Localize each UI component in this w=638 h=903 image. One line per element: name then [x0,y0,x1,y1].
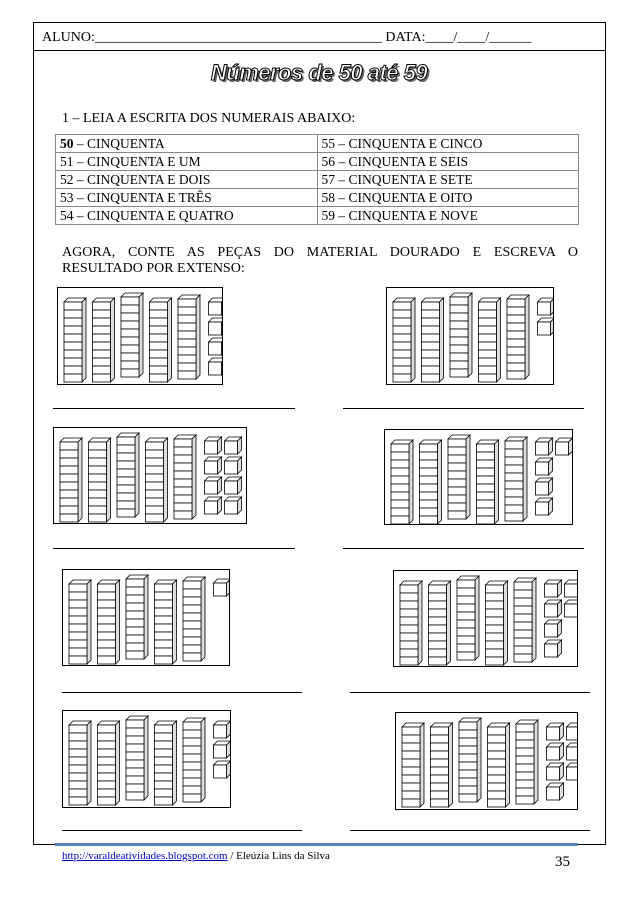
ten-rod [155,580,177,664]
ten-rod [155,721,177,805]
unit-cube [205,437,222,454]
ten-rod [488,723,510,807]
unit-cube [545,580,562,597]
ten-rod [98,580,120,664]
unit-cube [567,723,578,740]
unit-cube [536,438,553,455]
ten-rod [514,578,536,662]
data-field[interactable]: ____/____/______ [425,30,532,45]
numeral-cell: 51 – CINQUENTA E UM [56,153,318,171]
unit-cube [225,457,242,474]
answer-line[interactable] [343,548,584,549]
numeral-cell: 57 – CINQUENTA E SETE [317,171,579,189]
ten-rod [450,293,472,377]
material-dourado-box [57,287,223,385]
ten-rod [431,723,453,807]
aluno-field[interactable]: _________________________________________ [94,30,382,45]
page-title: Números de 50 até 59 [210,60,428,85]
data-label: DATA: [385,30,426,45]
numeral-cell: 50 – CINQUENTA [56,135,318,153]
ten-rod [457,576,479,660]
unit-cube [209,338,223,355]
ten-rod [422,298,444,382]
ten-rod [516,720,538,804]
material-dourado-box [53,427,247,524]
unit-cube [205,497,222,514]
ten-rod [60,438,82,522]
unit-cube [225,477,242,494]
unit-cube [214,579,230,596]
answer-line[interactable] [62,830,302,831]
unit-cube [209,298,223,315]
unit-cube [205,477,222,494]
ten-rod [178,295,200,379]
unit-cube [547,763,564,780]
unit-cube [536,478,553,495]
material-dourado-box [393,570,578,667]
table-row [56,135,579,153]
ten-rod [391,440,413,524]
unit-cube [536,498,553,515]
numeral-cell: 52 – CINQUENTA E DOIS [56,171,318,189]
answer-line[interactable] [53,548,295,549]
material-dourado-box [62,569,230,666]
unit-cube [205,457,222,474]
ten-rod [93,298,115,382]
ten-rod [429,581,451,665]
unit-cube [547,743,564,760]
unit-cube [545,640,562,657]
unit-cube [565,580,578,597]
unit-cube [547,723,564,740]
ten-rod [69,580,91,664]
table-row [56,189,579,207]
ten-rod [117,433,139,517]
answer-line[interactable] [350,830,590,831]
page-number: 35 [555,854,570,870]
material-dourado-box [384,429,573,525]
unit-cube [565,600,578,617]
numerals-table [55,134,579,225]
ten-rod [479,298,501,382]
numeral-cell: 56 – CINQUENTA E SEIS [317,153,579,171]
unit-cube [547,783,564,800]
ten-rod [126,716,148,800]
ten-rod [402,723,424,807]
numeral-cell: 54 – CINQUENTA E QUATRO [56,207,318,225]
table-row [56,153,579,171]
unit-cube [538,318,554,335]
ten-rod [98,721,120,805]
unit-cube [556,438,573,455]
unit-cube [545,600,562,617]
ten-rod [486,581,508,665]
unit-cube [545,620,562,637]
numeral-cell: 55 – CINQUENTA E CINCO [317,135,579,153]
unit-cube [214,741,231,758]
unit-cube [225,497,242,514]
material-dourado-box [386,287,554,385]
ten-rod [150,298,172,382]
ten-rod [505,437,527,521]
unit-cube [209,318,223,335]
footer-author: / Eleúzia Lins da Silva [227,850,330,862]
material-dourado-box [62,710,231,808]
ten-rod [183,718,205,802]
ten-rod [448,435,470,519]
numeral-cell: 53 – CINQUENTA E TRÊS [56,189,318,207]
table-row [56,171,579,189]
answer-line[interactable] [53,408,295,409]
material-dourado-box [395,712,578,810]
answer-line[interactable] [62,692,302,693]
unit-cube [536,458,553,475]
ten-rod [477,440,499,524]
footer-rule [55,843,578,846]
header [42,30,531,46]
ten-rod [393,298,415,382]
ten-rod [64,298,86,382]
ten-rod [400,581,422,665]
ten-rod [174,435,196,519]
exercise2-prompt-line1: AGORA, CONTE AS PEÇAS DO MATERIAL DOURADO E ESCREVA O [62,245,578,260]
unit-cube [225,437,242,454]
header-divider [33,50,605,51]
ten-rod [183,577,205,661]
ten-rod [146,438,168,522]
unit-cube [214,761,231,778]
ten-rod [121,293,143,377]
unit-cube [567,763,578,780]
footer-link[interactable]: http://varaldeatividades.blogspot.com [62,850,228,862]
aluno-label: ALUNO: [42,30,95,45]
ten-rod [507,295,529,379]
ten-rod [126,575,148,659]
ten-rod [89,438,111,522]
ten-rod [69,721,91,805]
footer-credit [62,850,330,862]
unit-cube [209,358,223,375]
unit-cube [214,721,231,738]
numeral-cell: 59 – CINQUENTA E NOVE [317,207,579,225]
numeral-cell: 58 – CINQUENTA E OITO [317,189,579,207]
exercise1-prompt: 1 – LEIA A ESCRITA DOS NUMERAIS ABAIXO: [62,111,356,126]
exercise2-prompt-line2: RESULTADO POR EXTENSO: [62,261,245,276]
unit-cube [538,298,554,315]
ten-rod [420,440,442,524]
answer-line[interactable] [343,408,584,409]
unit-cube [567,743,578,760]
ten-rod [459,718,481,802]
table-row [56,207,579,225]
answer-line[interactable] [350,692,590,693]
